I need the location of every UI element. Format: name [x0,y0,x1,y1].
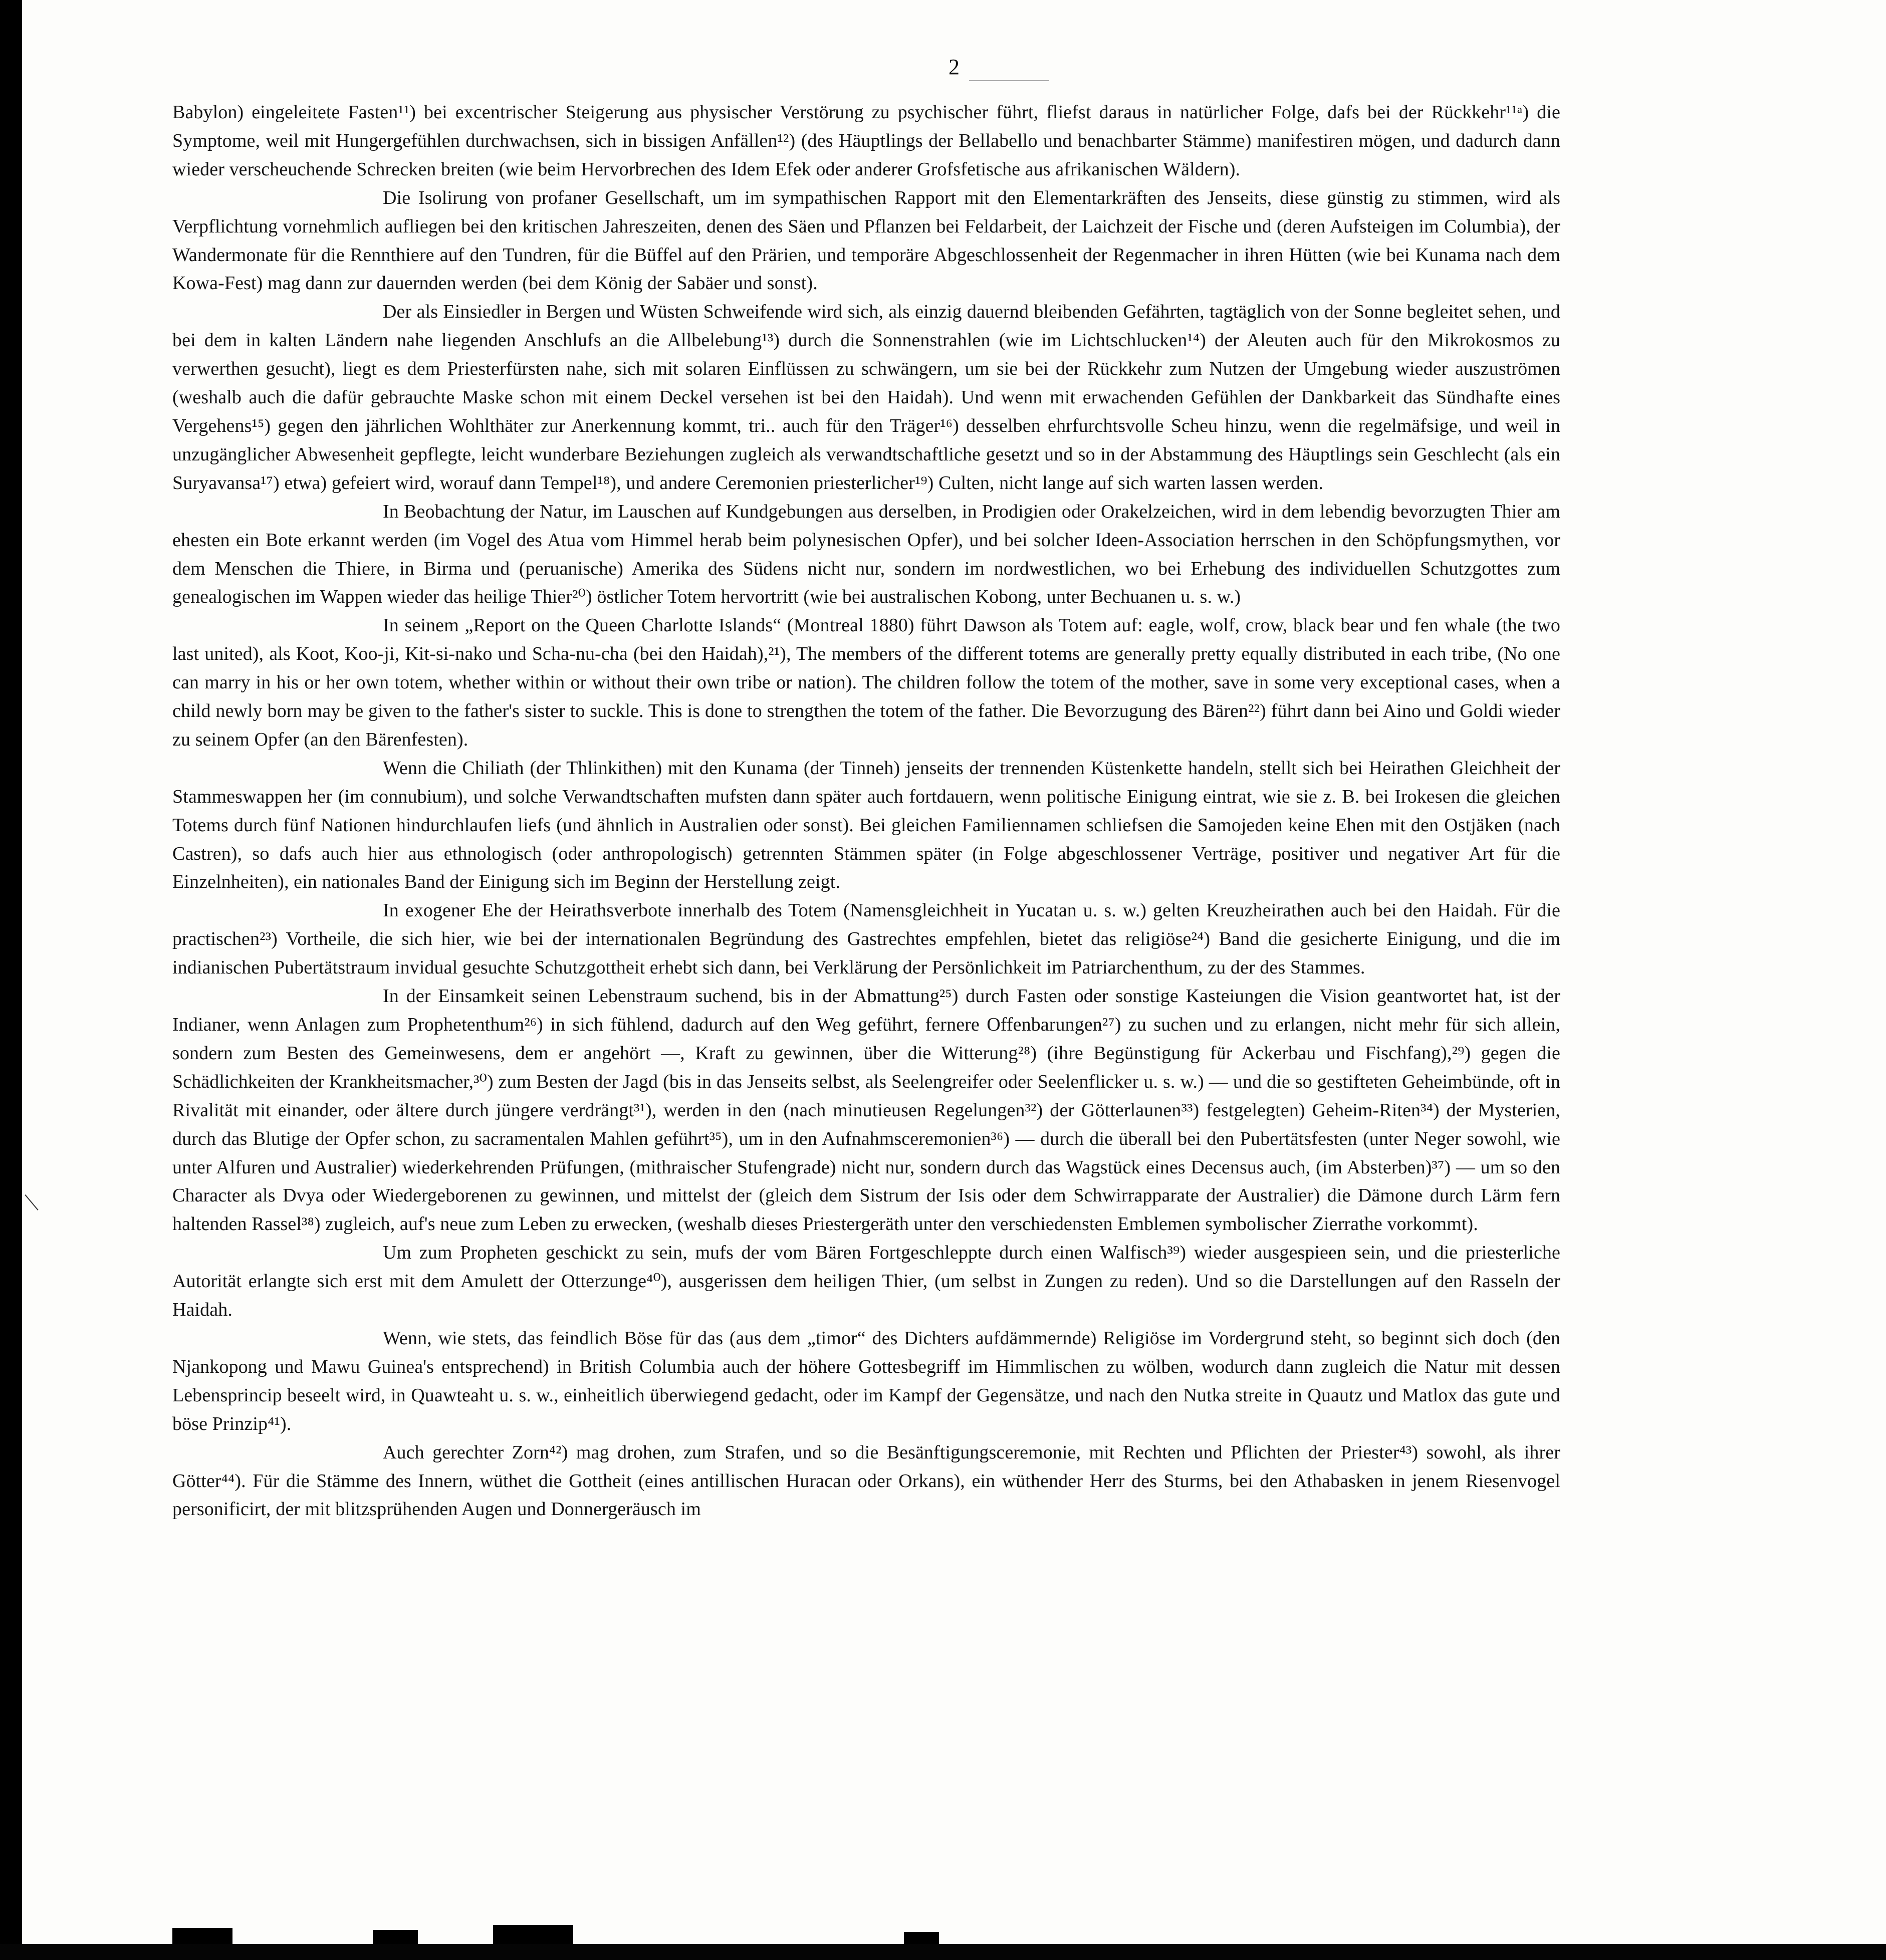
scan-blot [904,1932,939,1944]
paragraph: Babylon) eingeleitete Fasten¹¹) bei excentrischer Steigerung aus physischer Verstörung zu psychischer führt, fliefst daraus in natürlicher Folge, dafs bei der Rückkehr¹¹ᵃ) die Symptome, weil mit Hungergefühlen durchwachsen, sich in bissigen Anfällen¹²) (des Häuptlings der Bellabello und benachbarter Stämme) manifestiren mögen, und dadurch dann wieder verscheuchende Schrecken breiten (wie beim Hervorbrechen des Idem Efek oder anderer Grofsfetische aus afrikanischen Wäldern). [172,102,1560,180]
scan-blot [373,1930,418,1944]
page-number-rule [969,80,1049,81]
paragraph: Die Isolirung von profaner Gesellschaft, um im sympathischen Rapport mit den Elementarkräften des Jenseits, diese günstig zu stimmen, wird als Verpflichtung vornehmlich aufliegen bei den kritischen Jahreszeiten, denen des Säen und Pflanzen bei Feldarbeit, der Laichzeit der Fische und (deren Aufsteigen im Columbia), der Wandermonate für die Rennthiere auf den Tundren, für die Büffel auf den Prärien, und temporäre Abgeschlossenheit der Regenmacher in ihren Hütten (wie bei Kunama nach dem Kowa-Fest) mag dann zur dauernden werden (bei dem König der Sabäer und sonst). [172,187,1560,294]
page-number: 2 [949,55,960,79]
scan-edge [0,1944,1886,1960]
document-page [22,0,1886,1944]
paragraph: In Beobachtung der Natur, im Lauschen auf Kundgebungen aus derselben, in Prodigien oder Orakelzeichen, wird in dem lebendig bevorzugten Thier am ehesten ein Bote erkannt werden (im Vogel des Atua vom Himmel herab beim polynesischen Opfer), und bei solcher Ideen-Association herrschen in den Schöpfungsmythen, vor dem Menschen die Thiere, in Birma und (peruanische) Amerika des Südens nicht nur, sondern im nordwestlichen, wo bei Erhebung des individuellen Schutzgottes zum genealogischen im Wappen wieder das heilige Thier²⁰) östlicher Totem hervortritt (wie bei australischen Kobong, unter Bechuanen u. s. w.) [172,501,1560,608]
scan-blot [172,1928,232,1944]
paragraph: Der als Einsiedler in Bergen und Wüsten Schweifende wird sich, als einzig dauernd bleibenden Gefährten, tagtäglich von der Sonne begleitet sehen, und bei dem in kalten Ländern nahe liegenden Anschlufs an die Allbelebung¹³) durch die Sonnenstrahlen (wie im Lichtschlucken¹⁴) der Aleuten auch für den Mikrokosmos zu verwerthen gesucht), liegt es dem Priesterfürsten nahe, sich mit solaren Einflüssen zu schwängern, um sie bei der Rückkehr zum Nutzen der Umgebung wieder auszuströmen (weshalb auch die dafür gebrauchte Maske schon mit einem Deckel versehen ist bei den Haidah). Und wenn mit erwachenden Gefühlen der Dankbarkeit das Sündhafte eines Vergehens¹⁵) gegen den jährlichen Wohlthäter zur Anerkennung kommt, tri.. auch für den Träger¹⁶) desselben ehrfurchtsvolle Scheu hinzu, wenn die regelmäfsige, und weil in unzugänglicher Abwesenheit gepflegte, leicht wunderbare Beziehungen zugleich als verwandtschaftliche gesetzt und so in der Abstammung des Häuptlings sein Geschlecht (als ein Suryavansa¹⁷) etwa) gefeiert wird, worauf dann Tempel¹⁸), und andere Ceremonien priesterlicher¹⁹) Culten, nicht lange auf sich warten lassen werden. [172,301,1560,494]
paragraph: Wenn die Chiliath (der Thlinkithen) mit den Kunama (der Tinneh) jenseits der trennenden Küstenkette handeln, stellt sich bei Heirathen Gleichheit der Stammeswappen her (im connubium), und solche Verwandtschaften mufsten dann später auch fortdauern, wenn politische Einigung eintrat, wie sie z. B. bei Irokesen die gleichen Totems durch fünf Nationen hindurchlaufen liefs (und ähnlich in Australien oder sonst). Bei gleichen Familiennamen schliefsen die Samojeden keine Ehen mit den Ostjäken (nach Castren), so dafs auch hier aus ethnologisch (oder anthropologisch) getrennten Stämmen später (in Folge abgeschlossener Verträge, positiver und negativer Art für die Einzelnheiten), ein nationales Band der Einigung sich im Beginn der Herstellung zeigt. [172,757,1560,893]
scan-scratch [25,1194,38,1210]
paragraph: In exogener Ehe der Heirathsverbote innerhalb des Totem (Namensgleichheit in Yucatan u. s. w.) gelten Kreuzheirathen auch bei den Haidah. Für die practischen²³) Vortheile, die sich hier, wie bei der internationalen Begründung des Gastrechtes empfehlen, bietet das religiöse²⁴) Band die gesicherte Einigung, und die im indianischen Pubertätstraum invidual gesuchte Schutzgottheit erhebt sich dann, bei Verklärung der Persönlichkeit im Patriarchenthum, zu der des Stammes. [172,900,1560,978]
paragraph: Auch gerechter Zorn⁴²) mag drohen, zum Strafen, und so die Besänftigungsceremonie, mit Rechten und Pflichten der Priester⁴³) sowohl, als ihrer Götter⁴⁴). Für die Stämme des Innern, wüthet die Gottheit (eines antillischen Huracan oder Orkans), ein wüthender Herr des Sturms, bei den Athabasken in jenem Riesenvogel personificirt, der mit blitzsprühenden Augen und Donnergeräusch im [172,1441,1560,1520]
paragraph: In der Einsamkeit seinen Lebenstraum suchend, bis in der Abmattung²⁵) durch Fasten oder sonstige Kasteiungen die Vision geantwortet hat, ist der Indianer, wenn Anlagen zum Prophetenthum²⁶) in sich fühlend, dadurch auf den Weg geführt, fernere Offenbarungen²⁷) zu suchen und zu erlangen, nicht mehr für sich allein, sondern zum Besten des Gemeinwesens, dem er angehört —, Kraft zu gewinnen, über die Witterung²⁸) (ihre Begünstigung für Ackerbau und Fischfang),²⁹) gegen die Schädlichkeiten der Krankheitsmacher,³⁰) zum Besten der Jagd (bis in das Jenseits selbst, als Seelengreifer oder Seelenflicker u. s. w.) — und die so gestifteten Geheimbünde, oft in Rivalität mit einander, oder ältere durch jüngere verdrängt³¹), werden in den (nach minutieusen Regelungen³²) der Götterlaunen³³) festgelegten) Geheim-Riten³⁴) der Mysterien, durch das Blutige der Opfer schon, zu sacramentalen Mahlen geführt³⁵), um in den Aufnahmsceremonien³⁶) — durch die überall bei den Pubertätsfesten (unter Neger sowohl, wie unter Alfuren und Australier) wiederkehrenden Prüfungen, (mithraischer Stufengrade) nicht nur, sondern durch das Wagstück eines Decensus auch, (im Absterben)³⁷) — um so den Character als Dvya oder Wiedergeborenen zu gewinnen, und mittelst der (gleich dem Sistrum der Isis oder dem Schwirrapparate der Australier) die Dämone durch Lärm fern haltenden Rassel³⁸) zugleich, auf's neue zum Leben zu erwecken, (weshalb dieses Priestergeräth unter den verschiedensten Emblemen symbolischer Zierrathe vorkommt). [172,986,1560,1235]
paragraph: Wenn, wie stets, das feindlich Böse für das (aus dem „timor“ des Dichters aufdämmernde) Religiöse im Vordergrund steht, so beginnt sich doch (den Njankopong und Mawu Guinea's entsprechend) in British Columbia auch der höhere Gottesbegriff im Himmlischen zu wölben, wodurch dann zugleich die Natur mit dessen Lebensprincip beseelt wird, in Quawteaht u. s. w., einheitlich überwiegend gedacht, oder im Kampf der Gegensätze, und nach den Nutka streite in Quautz und Matlox das gute und böse Prinzip⁴¹). [172,1327,1560,1434]
paragraph: Um zum Propheten geschickt zu sein, mufs der vom Bären Fortgeschleppte durch einen Walfisch³⁹) wieder ausgespieen sein, und die priesterliche Autorität erlangte sich erst mit dem Amulett der Otterzunge⁴⁰), ausgerissen dem heiligen Thier, (um selbst in Zungen zu reden). Und so die Darstellungen auf den Rasseln der Haidah. [172,1242,1560,1321]
paragraph: In seinem „Report on the Queen Charlotte Islands“ (Montreal 1880) führt Dawson als Totem auf: eagle, wolf, crow, black bear und fen whale (the two last united), als Koot, Koo-ji, Kit-si-nako und Scha-nu-cha (bei den Haidah),²¹), The members of the different totems are generally pretty equally distributed in each tribe, (No one can marry in his or her own totem, whether within or without their own tribe or nation). The children follow the totem of the mother, save in some very exceptional cases, when a child newly born may be given to the father's sister to suckle. This is done to strengthen the totem of the father. Die Bevorzugung des Bären²²) führt dann bei Aino und Goldi wieder zu seinem Opfer (an den Bärenfesten). [172,615,1560,750]
scan-blot [493,1925,573,1944]
body-text [172,98,1560,1524]
